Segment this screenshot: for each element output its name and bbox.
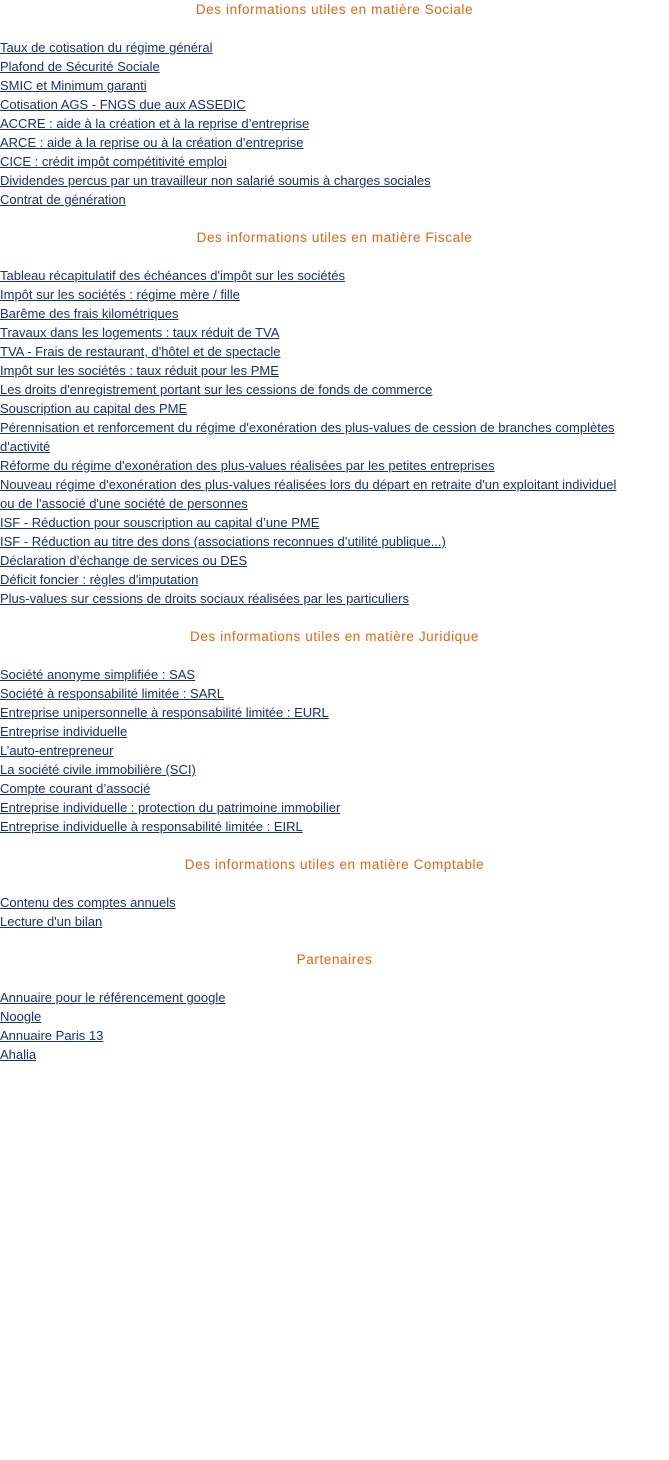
list-item <box>0 988 669 1007</box>
section-fiscale <box>0 228 669 608</box>
list-item <box>0 779 669 798</box>
list-item <box>0 532 669 551</box>
list-item <box>0 513 669 532</box>
link-declaration-des[interactable]: Déclaration d’échange de services ou DES <box>0 553 248 568</box>
list-item <box>0 475 669 513</box>
list-item <box>0 912 669 931</box>
list-item <box>0 171 669 190</box>
spacer <box>0 836 669 855</box>
link-contrat-generation[interactable]: Contrat de génération <box>0 192 126 207</box>
link-taux-cotisation-regime-general[interactable]: Taux de cotisation du régime général <box>0 40 213 55</box>
link-list-fiscale <box>0 266 669 608</box>
link-list-juridique <box>0 665 669 836</box>
list-item <box>0 817 669 836</box>
list-item <box>0 342 669 361</box>
link-auto-entrepreneur[interactable]: L’auto-entrepreneur <box>0 743 114 758</box>
list-item <box>0 266 669 285</box>
list-item <box>0 285 669 304</box>
list-item <box>0 589 669 608</box>
spacer <box>0 931 669 950</box>
list-item <box>0 152 669 171</box>
list-item <box>0 380 669 399</box>
spacer <box>0 608 669 627</box>
list-item <box>0 456 669 475</box>
link-is-mere-fille[interactable]: Impôt sur les sociétés : régime mère / fille <box>0 287 240 302</box>
list-item <box>0 38 669 57</box>
link-dividendes-tns[interactable]: Dividendes percus par un travailleur non salarié soumis à charges sociales <box>0 173 431 188</box>
link-arce[interactable]: ARCE : aide à la reprise ou à la création d’entreprise <box>0 135 304 150</box>
link-souscription-capital-pme[interactable]: Souscription au capital des PME <box>0 401 188 416</box>
section-partenaires <box>0 950 669 1064</box>
list-item <box>0 570 669 589</box>
section-title-sociale: Des informations utiles en matière Sociale <box>195 2 474 17</box>
list-item <box>0 95 669 114</box>
list-item <box>0 684 669 703</box>
link-eirl[interactable]: Entreprise individuelle à responsabilité limitée : EIRL <box>0 819 303 834</box>
link-list-comptable <box>0 893 669 931</box>
list-item <box>0 551 669 570</box>
link-smic-minimum-garanti[interactable]: SMIC et Minimum garanti <box>0 78 147 93</box>
list-item <box>0 57 669 76</box>
list-item <box>0 1007 669 1026</box>
link-reforme-exoneration[interactable]: Réforme du régime d'exonération des plus-values réalisées par les petites entreprises <box>0 458 495 473</box>
link-cice[interactable]: CICE : crédit impôt compétitivité emploi <box>0 154 227 169</box>
link-list-partenaires <box>0 988 669 1064</box>
list-item <box>0 1045 669 1064</box>
section-title-partenaires: Partenaires <box>296 952 373 967</box>
section-title-comptable: Des informations utiles en matière Comptable <box>184 857 485 872</box>
link-annuaire-paris-13[interactable]: Annuaire Paris 13 <box>0 1028 104 1043</box>
link-cotisation-ags-fngs[interactable]: Cotisation AGS - FNGS due aux ASSEDIC <box>0 97 246 112</box>
section-comptable <box>0 855 669 931</box>
link-travaux-tva-reduit[interactable]: Travaux dans les logements : taux réduit de TVA <box>0 325 280 340</box>
link-contenu-comptes-annuels[interactable]: Contenu des comptes annuels <box>0 895 176 910</box>
link-is-taux-reduit-pme[interactable]: Impôt sur les sociétés : taux réduit pour les PME <box>0 363 279 378</box>
link-isf-dons[interactable]: ISF - Réduction au titre des dons (associations reconnues d’utilité publique...) <box>0 534 446 549</box>
section-title-fiscale: Des informations utiles en matière Fiscale <box>196 230 473 245</box>
link-echeances-is[interactable]: Tableau récapitulatif des échéances d'impôt sur les sociétés <box>0 268 346 283</box>
section-title-juridique: Des informations utiles en matière Juridique <box>189 629 480 644</box>
link-sarl[interactable]: Société à responsabilité limitée : SARL <box>0 686 225 701</box>
list-item <box>0 190 669 209</box>
list-item <box>0 418 669 456</box>
list-item <box>0 703 669 722</box>
link-bareme-kilometriques[interactable]: Barême des frais kilométriques <box>0 306 179 321</box>
link-nouveau-regime-retraite[interactable]: Nouveau régime d'exonération des plus-values réalisées lors du départ en retraite d'un exploitant individuel ou de l'associé d'une société de personnes <box>0 477 617 511</box>
link-lecture-bilan[interactable]: Lecture d'un bilan <box>0 914 103 929</box>
list-item <box>0 741 669 760</box>
section-sociale <box>0 0 669 209</box>
link-plus-values-droits-sociaux[interactable]: Plus-values sur cessions de droits sociaux réalisées par les particuliers <box>0 591 409 606</box>
link-compte-courant-associe[interactable]: Compte courant d’associé <box>0 781 151 796</box>
list-item <box>0 114 669 133</box>
link-tva-frais-restaurant[interactable]: TVA - Frais de restaurant, d'hôtel et de spectacle <box>0 344 281 359</box>
link-annuaire-referencement-google[interactable]: Annuaire pour le référencement google <box>0 990 226 1005</box>
link-list-sociale <box>0 38 669 209</box>
link-sas[interactable]: Société anonyme simplifiée : SAS <box>0 667 196 682</box>
list-item <box>0 361 669 380</box>
list-item <box>0 399 669 418</box>
spacer <box>0 209 669 228</box>
list-item <box>0 304 669 323</box>
list-item <box>0 323 669 342</box>
list-item <box>0 665 669 684</box>
link-sci[interactable]: La société civile immobilière (SCI) <box>0 762 196 777</box>
link-droits-enregistrement[interactable]: Les droits d'enregistrement portant sur les cessions de fonds de commerce <box>0 382 433 397</box>
section-juridique <box>0 627 669 836</box>
link-plafond-securite-sociale[interactable]: Plafond de Sécurité Sociale <box>0 59 160 74</box>
link-deficit-foncier[interactable]: Déficit foncier : règles d'imputation <box>0 572 199 587</box>
list-item <box>0 722 669 741</box>
list-item <box>0 760 669 779</box>
list-item <box>0 798 669 817</box>
list-item <box>0 893 669 912</box>
list-item <box>0 133 669 152</box>
link-ahalia[interactable]: Ahalia <box>0 1047 37 1062</box>
link-protection-patrimoine[interactable]: Entreprise individuelle : protection du patrimoine immobilier <box>0 800 341 815</box>
link-entreprise-individuelle[interactable]: Entreprise individuelle <box>0 724 128 739</box>
list-item <box>0 76 669 95</box>
link-isf-souscription-pme[interactable]: ISF - Réduction pour souscription au capital d’une PME <box>0 515 320 530</box>
link-accre[interactable]: ACCRE : aide à la création et à la reprise d’entreprise <box>0 116 310 131</box>
link-perennisation-exoneration[interactable]: Pérennisation et renforcement du régime d'exonération des plus-values de cession de branches complètes d'activité <box>0 420 615 454</box>
link-noogle[interactable]: Noogle <box>0 1009 42 1024</box>
link-eurl[interactable]: Entreprise unipersonnelle à responsabilité limitée : EURL <box>0 705 329 720</box>
list-item <box>0 1026 669 1045</box>
